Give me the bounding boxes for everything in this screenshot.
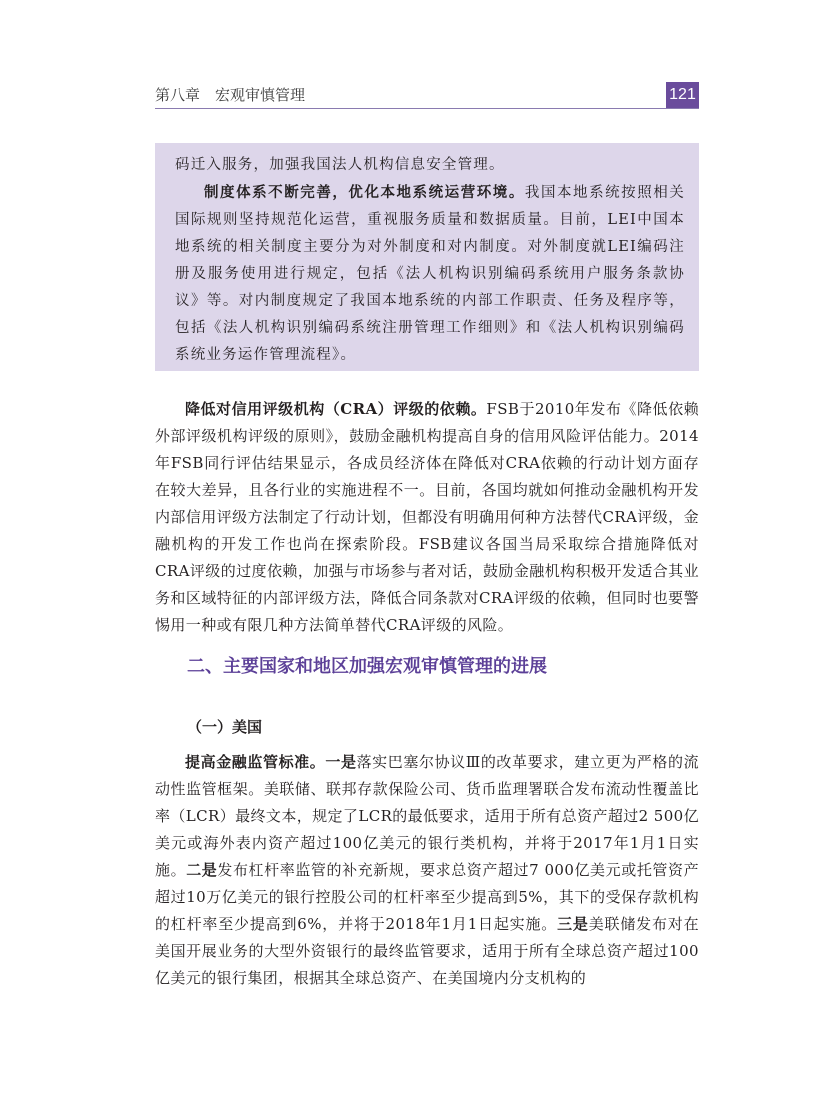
- us-point-three-body: 美联储发布对在美国开展业务的大型外资银行的最终监管要求，适用于所有全球总资产超过100亿美元的银行集团，根据其全球总资产、在美国境内分支机构的: [155, 915, 699, 987]
- us-point-three-marker: 三是: [557, 915, 589, 933]
- chapter-title: 第八章 宏观审慎管理: [155, 86, 306, 104]
- highlight-box: [155, 143, 699, 371]
- cra-paragraph: [155, 396, 699, 639]
- box-paragraph-2-body: 我国本地系统按照相关国际规则坚持规范化运营，重视服务质量和数据质量。目前，LEI中国本地系统的相关制度主要分为对外制度和对内制度。对外制度就LEI编码注册及服务使用进行规定，包括《法人机构识别编码系统用户服务条款协议》等。对内制度规定了我国本地系统的内部工作职责、任务及程序等，包括《法人机构识别编码系统注册管理工作细则》和《法人机构识别编码系统业务运作管理流程》。: [175, 185, 686, 363]
- us-paragraph: [155, 749, 699, 992]
- header-divider: [155, 108, 699, 109]
- us-point-one-marker: 一是: [325, 753, 357, 771]
- cra-lead: 降低对信用评级机构（CRA）评级的依赖。: [185, 400, 487, 418]
- page-number-badge: 121: [666, 82, 699, 108]
- us-point-two-body: 发布杠杆率监管的补充新规，要求总资产超过7 000亿美元或托管资产超过10万亿美元的银行控股公司的杠杆率至少提高到5%，其下的受保存款机构的杠杆率至少提高到6%，并将于2018年1月1日起实施。: [155, 861, 699, 933]
- box-paragraph-2-lead: 制度体系不断完善，优化本地系统运营环境。: [204, 184, 525, 201]
- cra-body: FSB于2010年发布《降低依赖外部评级机构评级的原则》，鼓励金融机构提高自身的信用风险评估能力。2014年FSB同行评估结果显示，各成员经济体在降低对CRA依赖的行动计划方面存在较大差异，且各行业的实施进程不一。目前，各国均就如何推动金融机构开发内部信用评级方法制定了行动计划，但都没有明确用何种方法替代CRA评级，金融机构的开发工作也尚在探索阶段。FSB建议各国当局采取综合措施降低对CRA评级的过度依赖，加强与市场参与者对话，鼓励金融机构积极开发适合其业务和区域特征的内部评级方法，降低合同条款对CRA评级的依赖，但同时也要警惕用一种或有限几种方法简单替代CRA评级的风险。: [155, 400, 699, 634]
- section-heading: 二、主要国家和地区加强宏观审慎管理的进展: [187, 656, 547, 677]
- running-header: [155, 82, 699, 108]
- box-paragraph-2: [175, 179, 685, 369]
- us-point-one-body: 落实巴塞尔协议Ⅲ的改革要求，建立更为严格的流动性监管框架。美联储、联邦存款保险公司、货币监理署联合发布流动性覆盖比率（LCR）最终文本，规定了LCR的最低要求，适用于所有总资产超过2 500亿美元或海外表内资产超过100亿美元的银行类机构，并将于2017年1月1日实施。: [155, 753, 700, 879]
- us-lead: 提高金融监管标准。: [185, 753, 326, 771]
- subsection-heading: （一）美国: [187, 718, 263, 736]
- box-paragraph-1: 码迁入服务，加强我国法人机构信息安全管理。: [175, 157, 505, 173]
- us-point-two-marker: 二是: [186, 861, 218, 879]
